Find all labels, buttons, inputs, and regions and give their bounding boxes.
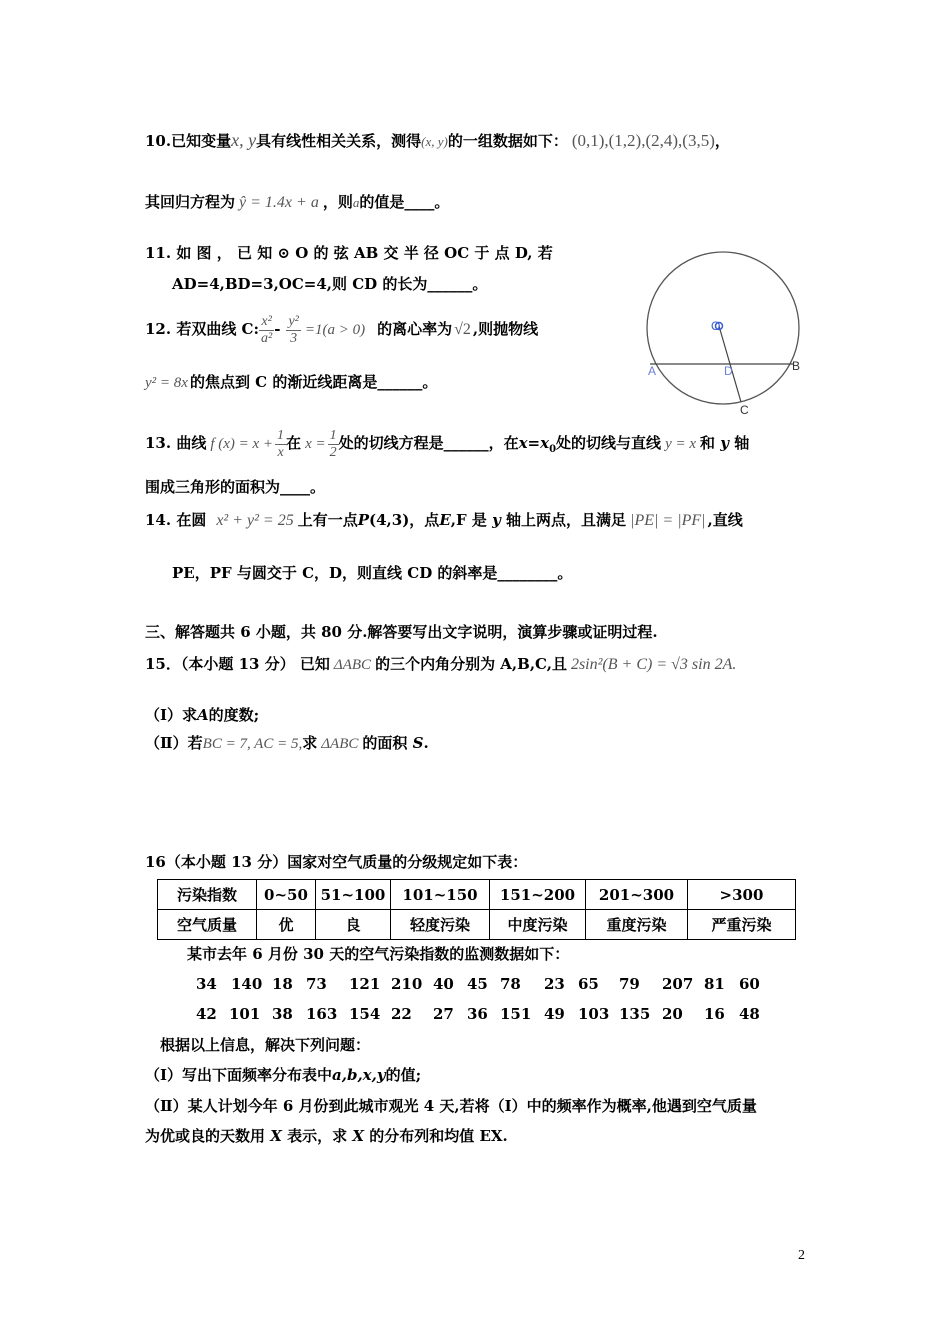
q14-text: (4,3)，点 [369, 511, 440, 529]
data-value: 23 [544, 975, 565, 993]
q10-pair: (x, y) [421, 134, 448, 149]
data-value: 78 [500, 975, 521, 993]
data-value: 38 [272, 1005, 293, 1023]
q16-intro: 某市去年 6 月份 30 天的空气污染指数的监测数据如下： [187, 945, 570, 963]
q10-equation: ŷ = 1.4x + a [239, 194, 319, 211]
q10-text: 具有线性相关关系，测得 [256, 132, 422, 150]
table-cell: 重度污染 [586, 910, 688, 940]
q16-part1 [145, 1065, 421, 1085]
data-value: 207 [662, 975, 694, 993]
q14-circle: x² + y² = 25 [216, 512, 294, 529]
q14-line2: PE，PF 与圆交于 C，D，则直线 CD 的斜率是________。 [172, 564, 573, 582]
q13-text: 轴 [734, 434, 750, 452]
data-value: 60 [739, 975, 760, 993]
data-value: 81 [704, 975, 725, 993]
q15-text: 的三个内角分别为 A,B,C,且 [375, 655, 567, 673]
q16-text: 的值; [385, 1066, 422, 1084]
q12-line2 [145, 372, 437, 393]
q13-text: 13. 曲线 [145, 434, 207, 452]
q16-text: （Ⅰ）写出下面频率分布表中 [145, 1066, 333, 1084]
q13-frac1: $\frac{1}{x}$ [277, 427, 285, 460]
table-cell: 轻度污染 [391, 910, 490, 940]
q12-sqrt2: √2 [454, 321, 471, 338]
data-value: 101 [229, 1005, 261, 1023]
table-cell: 201~300 [586, 880, 688, 910]
data-value: 65 [578, 975, 599, 993]
table-cell: 0~50 [257, 880, 316, 910]
table-cell: 污染指数 [158, 880, 257, 910]
q10-text: 10.已知变量 [145, 132, 232, 150]
q13-line-yx: y = x [665, 436, 696, 452]
q16-vars: a,b,x,y [332, 1066, 386, 1084]
q14-text: 上有一点 [297, 511, 358, 529]
q12-text: 的离心率为 [377, 320, 453, 338]
q15-part2 [145, 733, 429, 754]
data-value: 22 [391, 1005, 412, 1023]
q15-equation: 2sin²(B + C) = √3 sin 2A. [570, 656, 737, 673]
q10-comma: ， [714, 132, 730, 150]
q15-given: BC = 7, AC = 5, [202, 736, 303, 752]
table-cell: 51~100 [316, 880, 391, 910]
q15-A: A [197, 706, 209, 724]
circle-outline [647, 252, 799, 404]
q10-points: (0,1),(1,2),(2,4),(3,5) [571, 131, 715, 150]
q16-text: 表示，求 [287, 1127, 348, 1145]
q12-text: 的焦点到 C 的渐近线距离是______。 [189, 373, 438, 391]
data-value: 154 [349, 1005, 381, 1023]
q15-text: 求 [302, 734, 318, 752]
data-value: 49 [544, 1005, 565, 1023]
q15-text: 15．（本小题 13 分） 已知 [145, 655, 330, 673]
q12-minus: - [274, 320, 281, 338]
table-row [158, 910, 796, 940]
q15-triangle: ΔABC [321, 736, 359, 752]
q14-text: ,直线 [707, 511, 743, 529]
air-quality-table [157, 879, 796, 940]
q15-S: S [412, 734, 424, 752]
data-value: 163 [306, 1005, 338, 1023]
data-value: 16 [704, 1005, 725, 1023]
q14-P: P [357, 511, 370, 529]
circle-figure [640, 248, 810, 423]
q10-text: 其回归方程为 [145, 193, 236, 211]
page-number: 2 [798, 1248, 805, 1263]
section-3-heading: 三、解答题共 6 小题，共 80 分.解答要写出文字说明，演算步骤或证明过程. [145, 623, 658, 641]
q11-line1: 11. 如 图 ， 已 知 ⊙ O 的 弦 AB 交 半 径 OC 于 点 D, 若 [145, 244, 553, 262]
data-value: 140 [231, 975, 263, 993]
q10-line2 [145, 192, 449, 213]
table-cell: >300 [688, 880, 796, 910]
label-d: D [724, 364, 733, 378]
q12-frac1: $\frac{\text{x²}}{\text{a²}}$ [261, 313, 273, 346]
data-value: 40 [433, 975, 454, 993]
q12-line1 [145, 310, 538, 349]
q16-part2-line2 [145, 1126, 508, 1146]
table-row [158, 880, 796, 910]
table-cell: 101~150 [391, 880, 490, 910]
q13-xeq: x = [305, 436, 326, 452]
q16-X: X [270, 1127, 282, 1145]
data-value: 18 [272, 975, 293, 993]
q10-text: 的值是____。 [359, 193, 450, 211]
q14-text: 14. 在圆 [145, 511, 207, 529]
table-cell: 良 [316, 910, 391, 940]
q13-x0: x=x [518, 434, 550, 452]
q15-text: （Ⅰ）求 [145, 706, 198, 724]
q15-text: 的度数; [208, 706, 260, 724]
q13-function: f (x) = x + [210, 436, 274, 452]
table-cell: 151~200 [490, 880, 586, 910]
label-a: A [648, 364, 657, 378]
data-value: 36 [467, 1005, 488, 1023]
q16-part2-line1: （Ⅱ）某人计划今年 6 月份到此城市观光 4 天,若将（Ⅰ）中的频率作为概率,他遇到空气质量 [145, 1097, 757, 1115]
q15-triangle: ΔABC [333, 657, 372, 673]
q15-text: （Ⅱ）若 [145, 734, 203, 752]
q12-text: ,则抛物线 [472, 320, 539, 338]
q12-text: 12. 若双曲线 C: [145, 320, 260, 338]
data-value: 151 [500, 1005, 532, 1023]
q14-text: 轴上两点，且满足 [506, 511, 627, 529]
q15-text: 的面积 [362, 734, 408, 752]
data-value: 20 [662, 1005, 683, 1023]
data-value: 27 [433, 1005, 454, 1023]
q10-a: a [352, 195, 360, 210]
q13-text: 处的切线与直线 [556, 434, 662, 452]
data-value: 79 [619, 975, 640, 993]
q10-text: 的一组数据如下： [447, 132, 568, 150]
q16-text: 为优或良的天数用 [145, 1127, 266, 1145]
q11-line2: AD=4,BD=3,OC=4,则 CD 的长为______。 [172, 275, 488, 293]
data-value: 210 [391, 975, 423, 993]
label-o: O [711, 319, 721, 333]
q14-condition: |PE| = |PF| [630, 512, 706, 529]
data-value: 73 [306, 975, 327, 993]
table-cell: 优 [257, 910, 316, 940]
q10-line1 [145, 130, 730, 152]
table-cell: 严重污染 [688, 910, 796, 940]
data-value: 121 [349, 975, 381, 993]
q16-resolve: 根据以上信息，解决下列问题： [160, 1036, 371, 1054]
data-row-1 [0, 975, 950, 995]
q14-E: E [439, 511, 451, 529]
q16-X: X [352, 1127, 365, 1145]
q16-text: 的分布列和均值 EX. [369, 1127, 508, 1145]
q16-title: 16（本小题 13 分）国家对空气质量的分级规定如下表： [145, 853, 528, 871]
q13-y: y [720, 434, 729, 452]
q12-frac2: $\frac{\text{y²}}{3}$ [288, 313, 299, 346]
table-cell: 空气质量 [158, 910, 257, 940]
q15-part1 [145, 705, 259, 725]
label-b: B [792, 359, 801, 373]
q14-y: y [492, 511, 501, 529]
q10-vars: x, y [231, 130, 257, 150]
q15-line1 [145, 654, 736, 675]
data-value: 45 [467, 975, 488, 993]
q13-line1 [145, 424, 749, 469]
q13-text: 在 [286, 434, 302, 452]
q15-text: . [423, 734, 429, 752]
q13-text: 和 [700, 434, 716, 452]
data-value: 48 [739, 1005, 760, 1023]
q10-text: ，则 [322, 193, 353, 211]
q12-parabola: y² = 8x [145, 375, 188, 391]
q13-text: 处的切线方程是______，在 [338, 434, 519, 452]
data-row-2 [0, 1005, 950, 1025]
q14-text: ,F 是 [450, 511, 487, 529]
q13-x0-sub: 0 [549, 444, 557, 455]
label-c: C [740, 403, 749, 417]
data-value: 103 [578, 1005, 610, 1023]
data-value: 34 [196, 975, 217, 993]
data-value: 135 [619, 1005, 651, 1023]
q13-line2: 围成三角形的面积为____。 [145, 478, 326, 496]
data-value: 42 [196, 1005, 217, 1023]
table-cell: 中度污染 [490, 910, 586, 940]
q13-frac2: $\frac{1}{2}$ [329, 427, 337, 460]
q14-line1 [145, 510, 743, 531]
q12-condition: =1(a > 0) [304, 322, 366, 338]
